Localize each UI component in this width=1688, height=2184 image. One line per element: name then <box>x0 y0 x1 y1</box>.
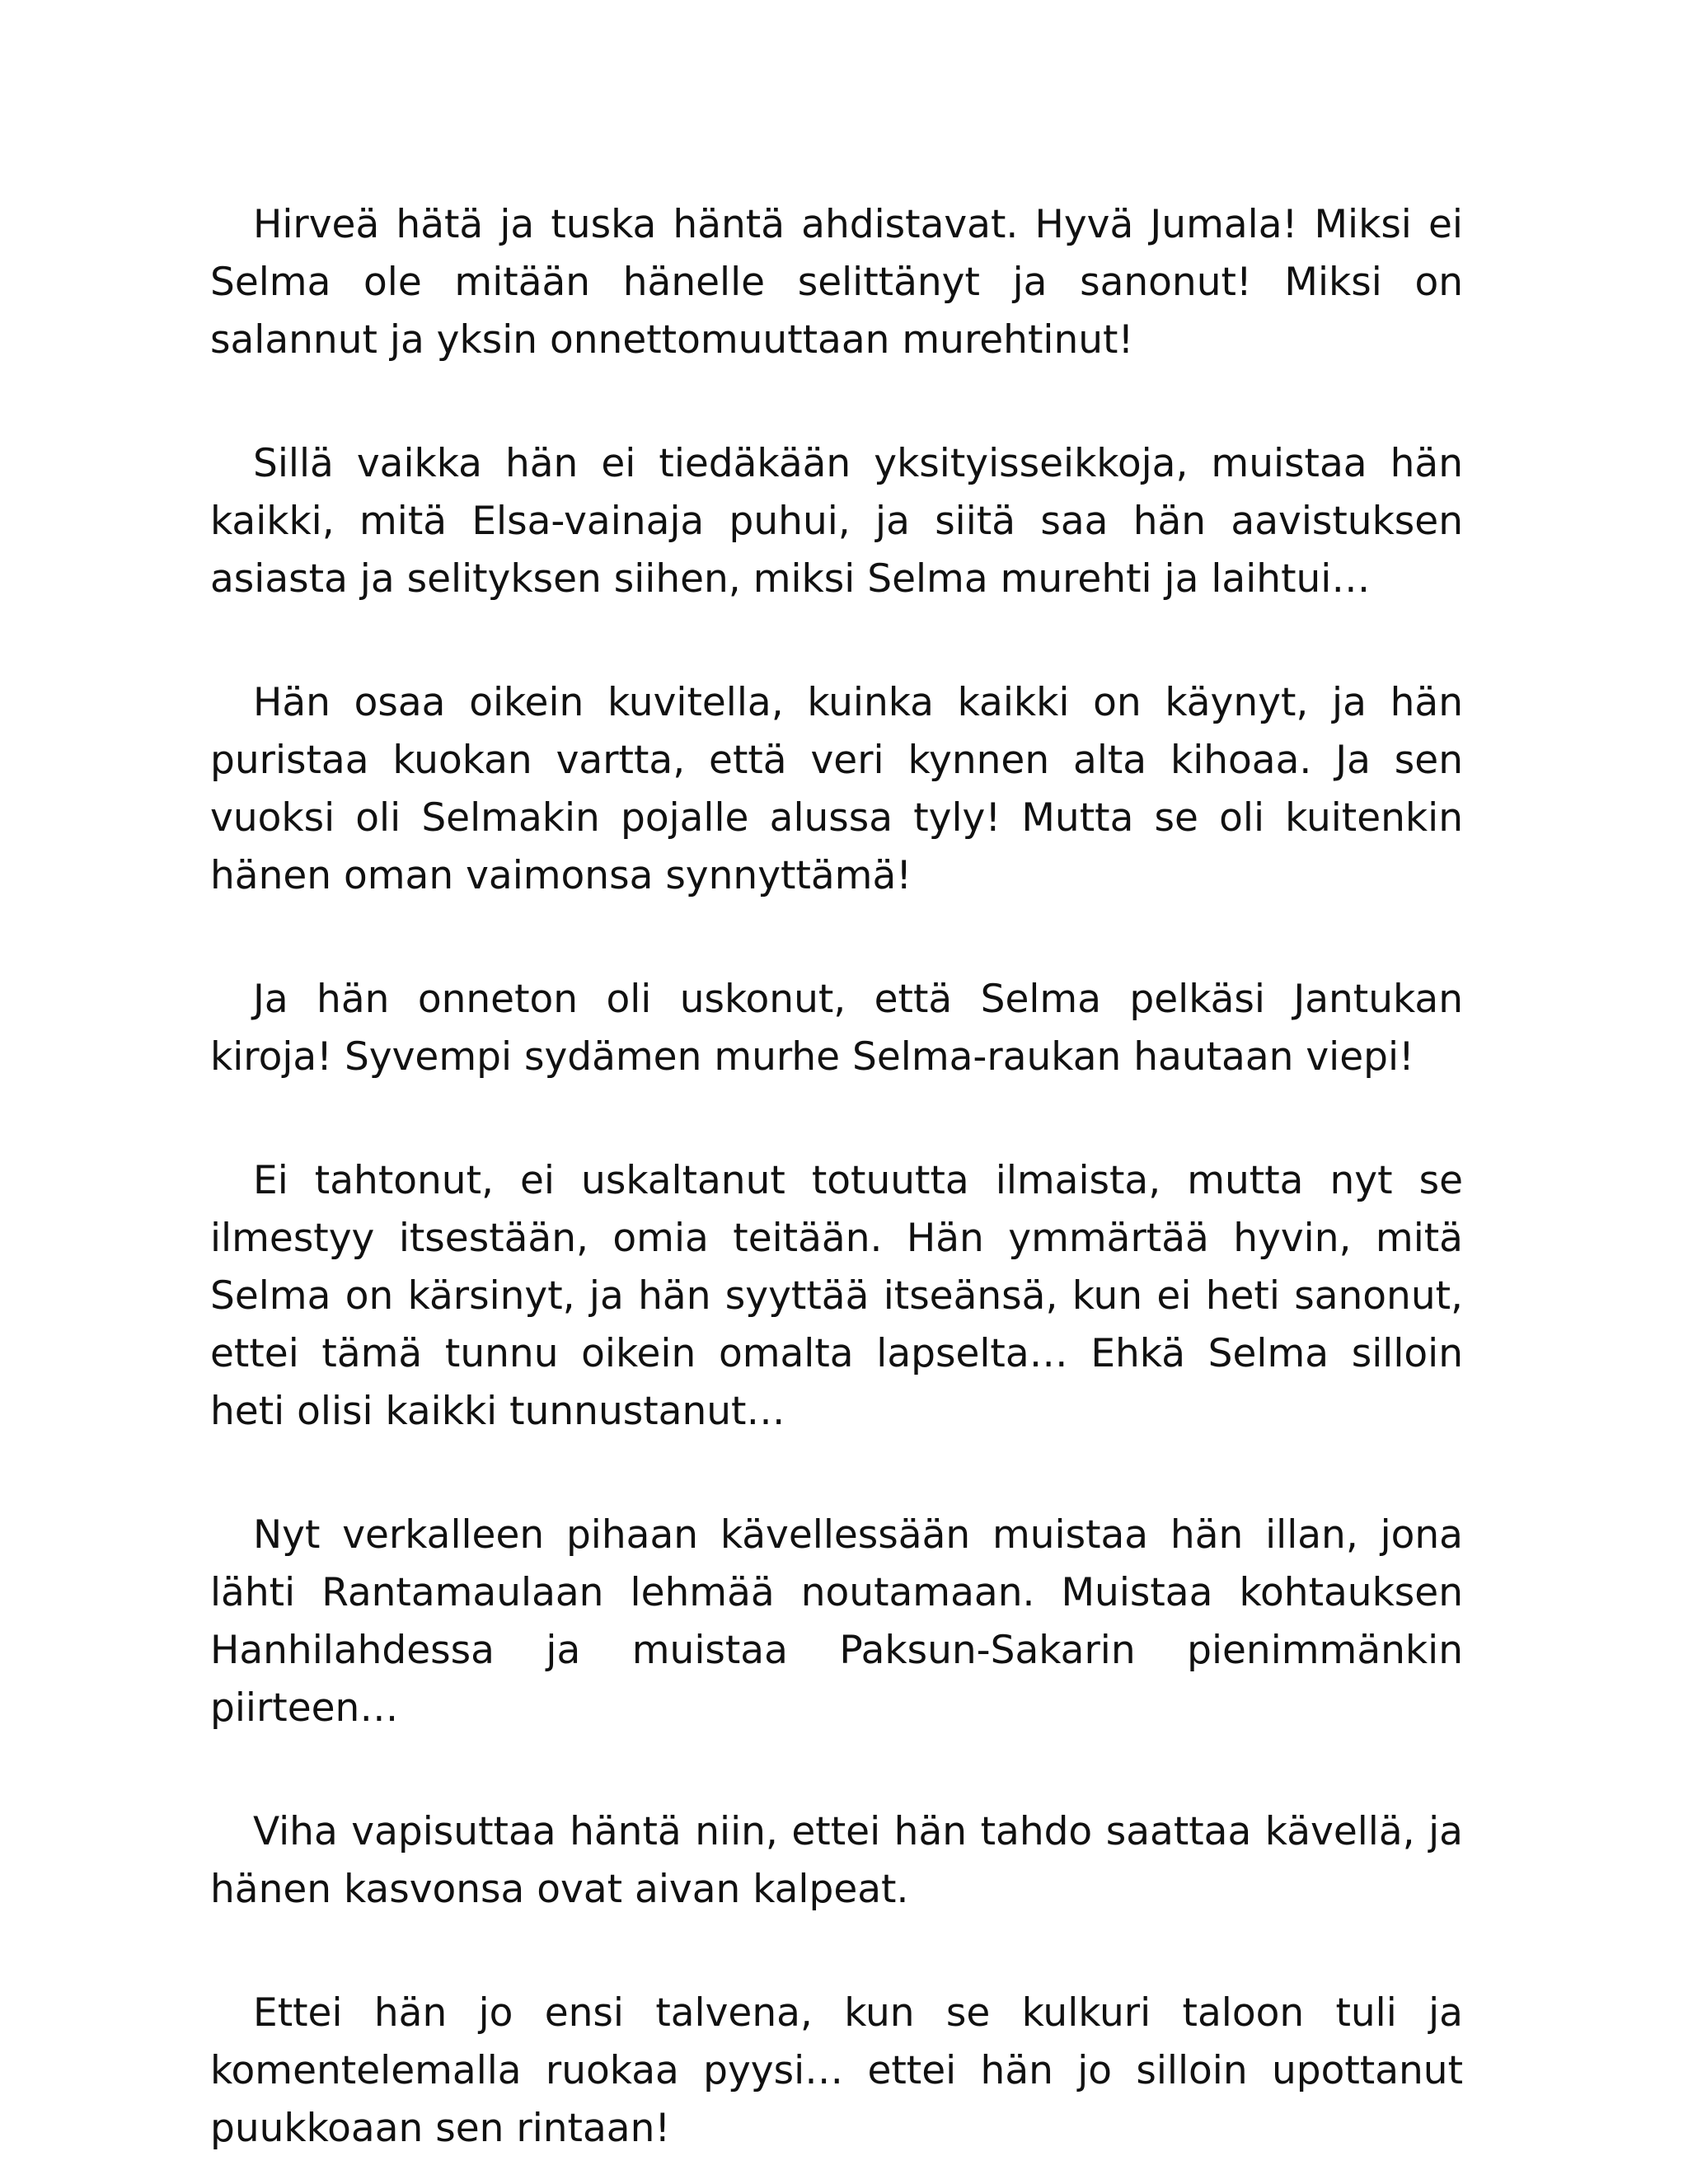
paragraph: Ettei hän jo ensi talvena, kun se kulkuri taloon tuli ja komentelemalla ruokaa pyysi… ettei hän jo silloin upottanut puukkoaan sen rintaan! <box>210 1990 1463 2151</box>
paragraph: Hän osaa oikein kuvitella, kuinka kaikki on käynyt, ja hän puristaa kuokan vartta, että veri kynnen alta kihoaa. Ja sen vuoksi oli Selmakin pojalle alussa tyly! Mutta se oli kuitenkin hänen oman vaimonsa synnyttämä! <box>210 680 1463 898</box>
paragraph: Ei tahtonut, ei uskaltanut totuutta ilmaista, mutta nyt se ilmestyy itsestään, omia teitään. Hän ymmärtää hyvin, mitä Selma on kärsinyt, ja hän syyttää itseänsä, kun ei heti sanonut, ettei tämä tunnu oikein omalta lapselta… Ehkä Selma silloin heti olisi kaikki tunnustanut… <box>210 1158 1463 1434</box>
paragraph: Sillä vaikka hän ei tiedäkään yksityisseikkoja, muistaa hän kaikki, mitä Elsa-vainaja puhui, ja siitä saa hän aavistuksen asiasta ja selityksen siihen, miksi Selma murehti ja laihtui… <box>210 441 1463 602</box>
paragraph: Ja hän onneton oli uskonut, että Selma pelkäsi Jantukan kiroja! Syvempi sydämen murhe Selma-raukan hautaan viepi! <box>210 977 1463 1080</box>
paragraph: Nyt verkalleen pihaan kävellessään muistaa hän illan, jona lähti Rantamaulaan lehmää noutamaan. Muistaa kohtauksen Hanhilahdessa ja muistaa Paksun-Sakarin pienimmänkin piirteen… <box>210 1512 1463 1731</box>
paragraph: Hirveä hätä ja tuska häntä ahdistavat. Hyvä Jumala! Miksi ei Selma ole mitään hänelle selittänyt ja sanonut! Miksi on salannut ja yksin onnettomuuttaan murehtinut! <box>210 202 1463 363</box>
document-body <box>210 196 1463 2158</box>
paragraph: Viha vapisuttaa häntä niin, ettei hän tahdo saattaa kävellä, ja hänen kasvonsa ovat aivan kalpeat. <box>210 1809 1463 1912</box>
